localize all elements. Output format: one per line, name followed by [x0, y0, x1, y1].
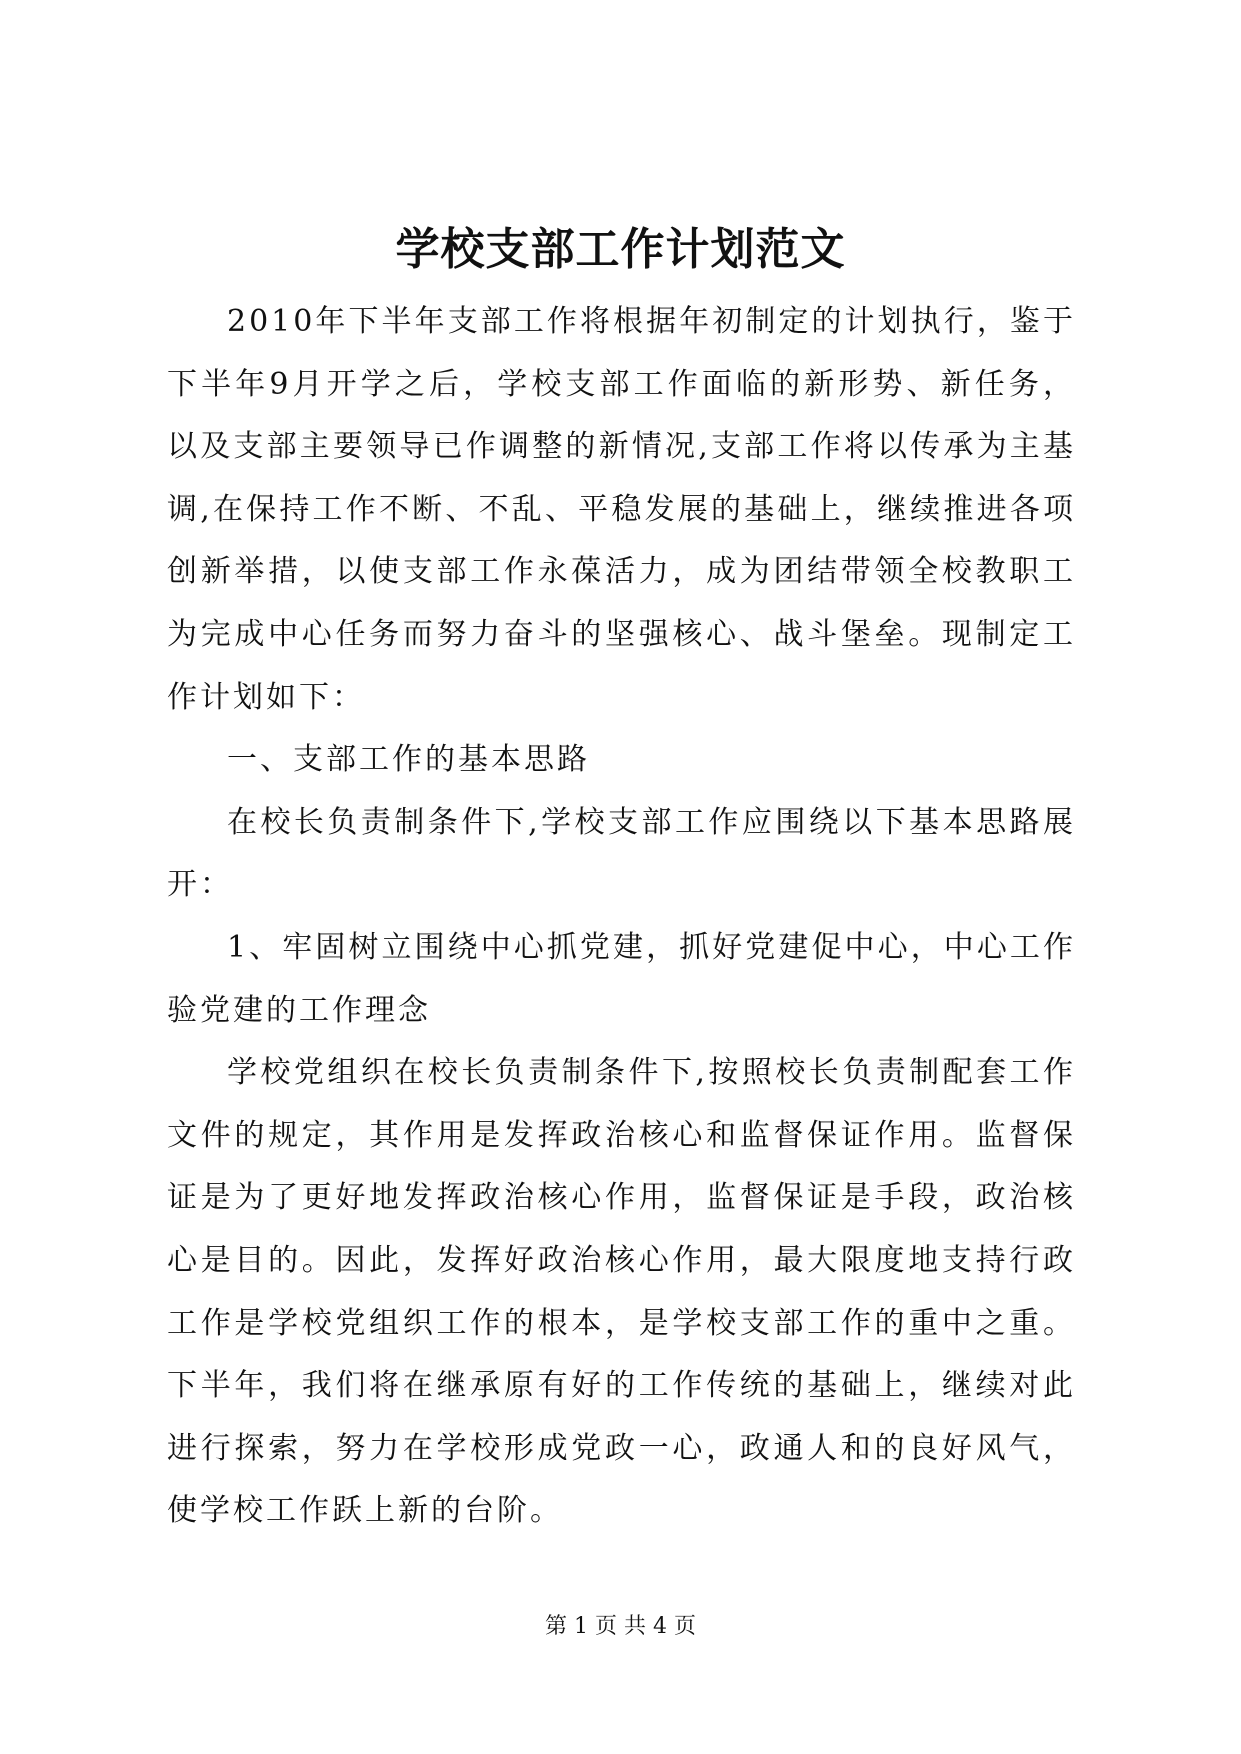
paragraph-item-1-body: 学校党组织在校长负责制条件下,按照校长负责制配套工作文件的规定，其作用是发挥政治核心和监督保证作用。监督保证是为了更好地发挥政治核心作用，监督保证是手段，政治核心是目的。因此，发挥好政治核心作用，最大限度地支持行政工作是学校党组织工作的根本，是学校支部工作的重中之重。下半年，我们将在继承原有好的工作传统的基础上，继续对此进行探索，努力在学校形成党政一心，政通人和的良好风气，使学校工作跃上新的台阶。 [167, 1055, 1076, 1529]
paragraph-intro: 2010年下半年支部工作将根据年初制定的计划执行，鉴于下半年9月开学之后，学校支部工作面临的新形势、新任务，以及支部主要领导已作调整的新情况,支部工作将以传承为主基调,在保持工作不断、不乱、平稳发展的基础上，继续推进各项创新举措，以使支部工作永葆活力，成为团结带领全校教职工为完成中心任务而努力奋斗的坚强核心、战斗堡垒。现制定工作计划如下： [167, 304, 1076, 715]
paragraph-approach-intro: 在校长负责制条件下,学校支部工作应围绕以下基本思路展开： [167, 804, 1076, 903]
document-title: 学校支部工作计划范文 [395, 224, 846, 275]
document-body [167, 291, 1076, 1543]
page-footer: 第 1 页 共 4 页 [545, 1614, 696, 1639]
heading-basic-approach: 一、支部工作的基本思路 [227, 742, 590, 778]
subheading-item-1: 1、牢固树立围绕中心抓党建，抓好党建促中心，中心工作验党建的工作理念 [167, 929, 1076, 1028]
